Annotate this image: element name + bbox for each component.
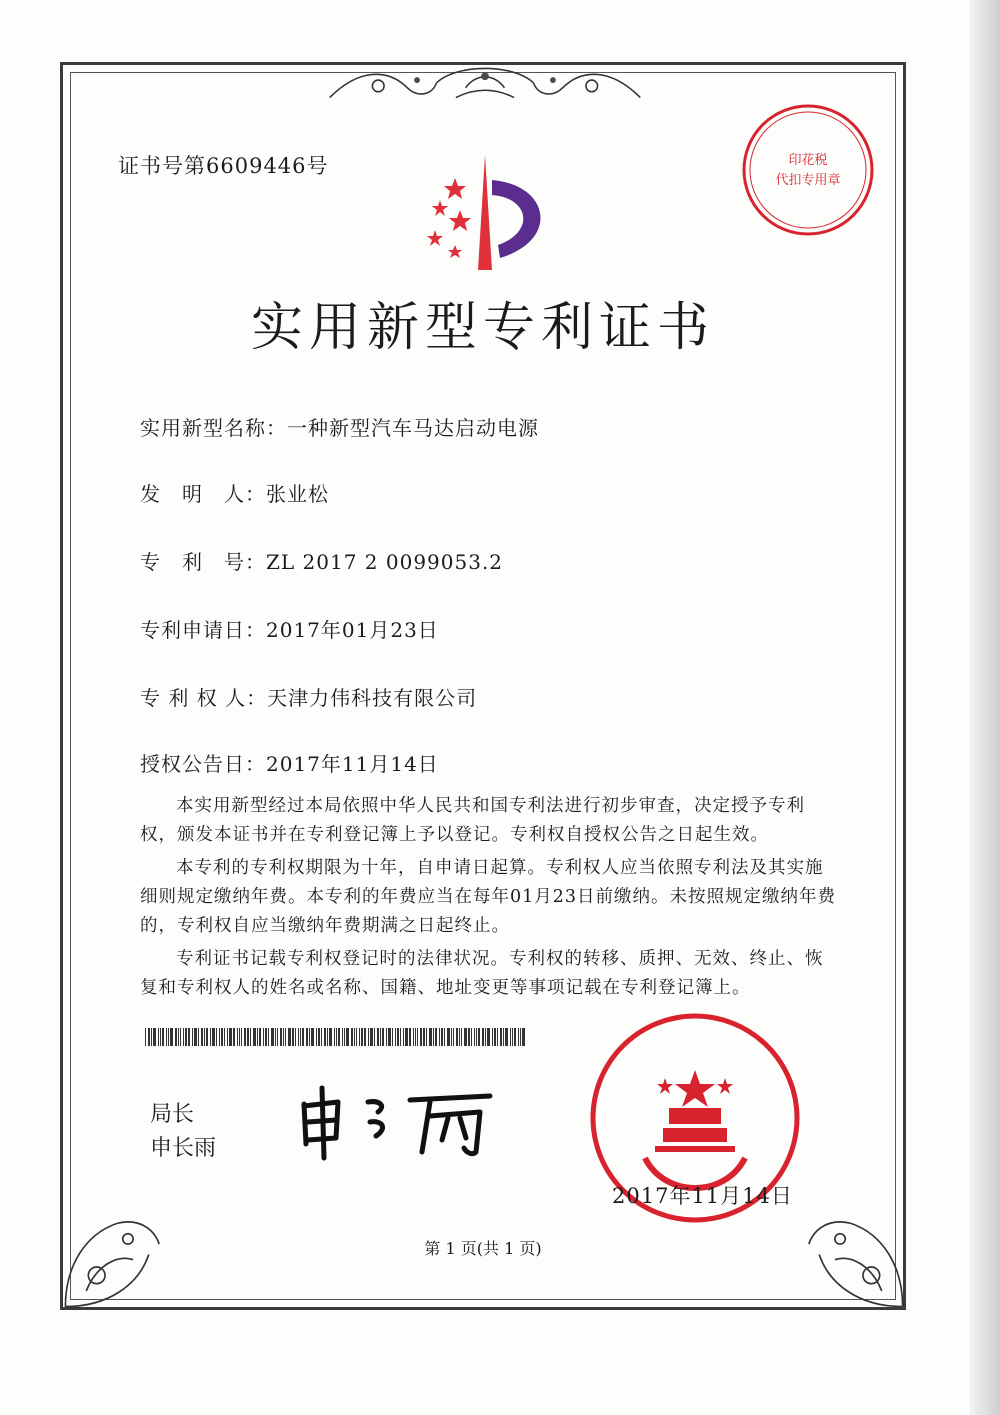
barcode-bar	[476, 1028, 477, 1046]
barcode-bar	[359, 1028, 360, 1046]
page-edge-shadow	[970, 0, 1000, 1415]
barcode-bar	[478, 1028, 480, 1046]
field-value: 2017年11月14日	[266, 752, 439, 776]
barcode-bar	[288, 1028, 291, 1046]
field-grant-announcement-date	[140, 748, 439, 777]
barcode-bar	[192, 1028, 193, 1046]
barcode-bar	[153, 1028, 156, 1046]
barcode-bar	[403, 1028, 404, 1046]
barcode-bar	[386, 1028, 387, 1046]
barcode-bar	[500, 1028, 502, 1046]
barcode-bar	[482, 1028, 484, 1046]
field-utility-model-name	[140, 412, 539, 441]
tax-seal-stamp	[738, 100, 878, 240]
barcode-bar	[453, 1028, 454, 1046]
barcode-bar	[233, 1028, 235, 1046]
field-patentee	[140, 682, 477, 711]
barcode-bar	[487, 1028, 490, 1046]
barcode-bar	[216, 1028, 217, 1046]
issue-date: 2017年11月14日	[612, 1184, 793, 1208]
barcode-bar	[178, 1028, 179, 1046]
barcode-bar	[503, 1028, 504, 1046]
barcode-bar	[439, 1028, 440, 1046]
barcode-bar	[382, 1028, 384, 1046]
barcode-bar	[185, 1028, 187, 1046]
barcode-bar	[257, 1028, 258, 1046]
barcode-bar	[417, 1028, 418, 1046]
field-value: 张业松	[266, 482, 329, 506]
barcode-bar	[346, 1028, 349, 1046]
barcode-bar	[441, 1028, 443, 1046]
barcode-bar	[456, 1028, 458, 1046]
barcode-bar	[198, 1028, 199, 1046]
field-label: 发 明 人：	[140, 482, 266, 506]
barcode-bar	[168, 1028, 169, 1046]
barcode-bar	[309, 1028, 310, 1046]
barcode-bar	[474, 1028, 475, 1046]
barcode-bar	[250, 1028, 251, 1046]
field-patent-number	[140, 546, 503, 575]
barcode-bar	[268, 1028, 269, 1046]
barcode-bar	[148, 1028, 150, 1046]
barcode-bar	[253, 1028, 256, 1046]
barcode-bar	[461, 1028, 462, 1046]
barcode-bar	[241, 1028, 242, 1046]
barcode-bar	[405, 1028, 408, 1046]
barcode-bar	[188, 1028, 190, 1046]
barcode-bar	[492, 1028, 493, 1046]
barcode-bar	[423, 1028, 425, 1046]
barcode-bar	[145, 1028, 146, 1046]
barcode-bar	[447, 1028, 450, 1046]
svg-text:代扣专用章: 代扣专用章	[775, 173, 841, 188]
barcode-bar	[356, 1028, 357, 1046]
field-label: 专 利 权 人：	[140, 686, 268, 710]
barcode-bar	[336, 1028, 337, 1046]
barcode-bar	[451, 1028, 452, 1046]
barcode-bar	[227, 1028, 228, 1046]
barcode-bar	[415, 1028, 416, 1046]
barcode-bar	[210, 1028, 211, 1046]
field-label: 授权公告日：	[140, 752, 266, 776]
certificate-body	[140, 792, 840, 1007]
field-value: 天津力伟科技有限公司	[267, 686, 478, 710]
cnipa-logo-icon	[410, 150, 570, 280]
certificate-title: 实用新型专利证书	[250, 298, 715, 358]
barcode-bar	[283, 1028, 284, 1046]
barcode-bar	[497, 1028, 498, 1046]
barcode-bar	[370, 1028, 373, 1046]
barcode-bar	[160, 1028, 161, 1046]
field-label: 实用新型名称：	[140, 416, 287, 440]
barcode-bar	[485, 1028, 486, 1046]
barcode-bar	[368, 1028, 369, 1046]
barcode-bar	[204, 1028, 205, 1046]
barcode-bar	[219, 1028, 220, 1046]
barcode-bar	[224, 1028, 225, 1046]
barcode-icon	[145, 1028, 530, 1046]
barcode-bar	[306, 1028, 308, 1046]
field-value: ZL 2017 2 0099053.2	[266, 550, 504, 574]
barcode-bar	[433, 1028, 434, 1046]
field-label: 专利申请日：	[140, 618, 266, 642]
barcode-bar	[409, 1028, 411, 1046]
barcode-bar	[221, 1028, 223, 1046]
barcode-bar	[318, 1028, 320, 1046]
barcode-bar	[170, 1028, 173, 1046]
barcode-bar	[292, 1028, 294, 1046]
barcode-bar	[316, 1028, 317, 1046]
certificate-number: 证书号第6609446号	[118, 154, 329, 178]
barcode-bar	[374, 1028, 375, 1046]
barcode-bar	[435, 1028, 437, 1046]
barcode-bar	[265, 1028, 267, 1046]
barcode-bar	[311, 1028, 314, 1046]
barcode-bar	[162, 1028, 164, 1046]
barcode-bar	[183, 1028, 184, 1046]
barcode-bar	[194, 1028, 197, 1046]
barcode-bar	[426, 1028, 427, 1046]
page-number: 第 1 页(共 1 页)	[424, 1239, 542, 1258]
barcode-bar	[166, 1028, 167, 1046]
svg-text:印花税: 印花税	[788, 153, 828, 168]
barcode-bar	[380, 1028, 381, 1046]
barcode-bar	[505, 1028, 508, 1046]
barcode-bar	[518, 1028, 519, 1046]
director-block	[150, 1098, 216, 1166]
barcode-bar	[237, 1028, 238, 1046]
barcode-bar	[180, 1028, 181, 1046]
barcode-bar	[354, 1028, 355, 1046]
barcode-bar	[444, 1028, 445, 1046]
barcode-bar	[514, 1028, 516, 1046]
field-label: 专 利 号：	[140, 550, 266, 574]
barcode-bar	[392, 1028, 393, 1046]
barcode-bar	[338, 1028, 340, 1046]
barcode-bar	[263, 1028, 264, 1046]
barcode-bar	[206, 1028, 208, 1046]
top-ornament	[320, 58, 650, 108]
barcode-bar	[364, 1028, 366, 1046]
barcode-bar	[471, 1028, 472, 1046]
barcode-bar	[342, 1028, 343, 1046]
barcode-bar	[244, 1028, 246, 1046]
barcode-bar	[175, 1028, 177, 1046]
barcode-bar	[510, 1028, 511, 1046]
barcode-bar	[334, 1028, 335, 1046]
barcode-bar	[420, 1028, 422, 1046]
barcode-bar	[400, 1028, 401, 1046]
barcode-bar	[277, 1028, 278, 1046]
barcode-bar	[377, 1028, 379, 1046]
field-value: 一种新型汽车马达启动电源	[287, 416, 539, 440]
barcode-bar	[239, 1028, 240, 1046]
barcode-bar	[201, 1028, 203, 1046]
barcode-bar	[395, 1028, 396, 1046]
barcode-bar	[285, 1028, 286, 1046]
barcode-bar	[229, 1028, 232, 1046]
barcode-bar	[151, 1028, 152, 1046]
barcode-bar	[271, 1028, 274, 1046]
barcode-bar	[512, 1028, 513, 1046]
barcode-bar	[298, 1028, 299, 1046]
barcode-bar	[459, 1028, 460, 1046]
barcode-bar	[321, 1028, 322, 1046]
barcode-bar	[429, 1028, 432, 1046]
barcode-bar	[212, 1028, 215, 1046]
barcode-bar	[494, 1028, 496, 1046]
barcode-bar	[520, 1028, 521, 1046]
barcode-bar	[327, 1028, 328, 1046]
director-title: 局长	[150, 1102, 195, 1127]
barcode-bar	[302, 1028, 304, 1046]
body-paragraph-2: 本专利的专利权期限为十年，自申请日起算。专利权人应当依照专利法及其实施细则规定缴纳年费。本专利的年费应当在每年01月23日前缴纳。未按照规定缴纳年费的，专利权自应当缴纳年费期满之日起终止。	[140, 858, 837, 936]
barcode-bar	[158, 1028, 159, 1046]
barcode-bar	[397, 1028, 399, 1046]
barcode-bar	[329, 1028, 332, 1046]
director-name: 申长雨	[150, 1136, 217, 1161]
barcode-bar	[468, 1028, 470, 1046]
barcode-bar	[388, 1028, 391, 1046]
body-paragraph-3: 专利证书记载专利权登记时的法律状况。专利权的转移、质押、无效、终止、恢复和专利权人的姓名或名称、国籍、地址变更等事项记载在专利登记簿上。	[140, 949, 824, 998]
barcode-bar	[351, 1028, 353, 1046]
director-signature	[290, 1082, 510, 1162]
barcode-bar	[361, 1028, 363, 1046]
field-inventor	[140, 478, 329, 507]
barcode-bar	[522, 1028, 525, 1046]
barcode-bar	[275, 1028, 276, 1046]
barcode-bar	[295, 1028, 296, 1046]
barcode-bar	[464, 1028, 467, 1046]
barcode-bar	[344, 1028, 345, 1046]
barcode-bar	[324, 1028, 326, 1046]
barcode-bar	[300, 1028, 301, 1046]
barcode-bar	[259, 1028, 261, 1046]
barcode-bar	[280, 1028, 282, 1046]
body-paragraph-1: 本实用新型经过本局依照中华人民共和国专利法进行初步审查，决定授予专利权，颁发本证书并在专利登记簿上予以登记。专利权自授权公告之日起生效。	[140, 796, 805, 845]
barcode-bar	[247, 1028, 249, 1046]
barcode-bar	[413, 1028, 414, 1046]
field-application-date	[140, 614, 439, 643]
field-value: 2017年01月23日	[266, 618, 439, 642]
